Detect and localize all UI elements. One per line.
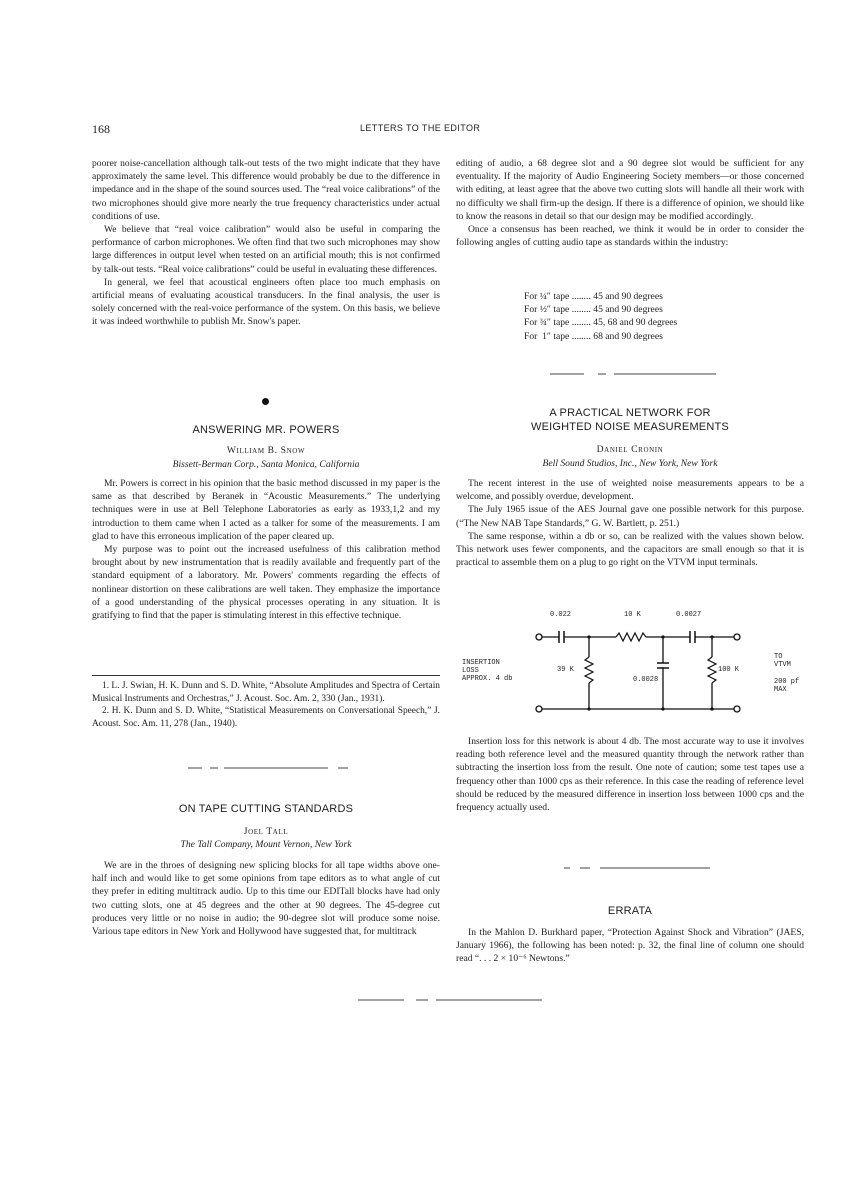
label-r-series: 10 K	[624, 611, 641, 619]
paragraph: Insertion loss for this network is about 4 db. The most accurate way to use it involves reading both reference level and the measured quantity through the network rather than subtracting the insertion loss from the result. One note of caution; some test tapes use a frequency other than 1000 cps as their reference. In this case the reading of reference level should be reduced by the measured difference in insertion loss between 1000 cps and the frequency actually used.	[456, 736, 804, 814]
article-title-network	[456, 406, 804, 434]
tape-continued	[456, 157, 804, 249]
section-separator-left	[180, 764, 352, 772]
angle-item: For ¼″ tape ........ 45 and 90 degrees	[524, 291, 663, 302]
article-title-powers: ANSWERING MR. POWERS	[192, 424, 340, 436]
affiliation-snow: Bissett-Berman Corp., Santa Monica, California	[172, 459, 360, 470]
paragraph: editing of audio, a 68 degree slot and a 90 degree slot would be sufficient for any eventuality. If the majority of Audio Engineering Society members—or those concerned with editing, at least agree that the above two cutting slots will handle all their work with no difficulty we shall firm-up the design. If there is a difference of opinion, we should like to know the reasons in detail so that our design may be modified accordingly.	[456, 158, 804, 222]
paragraph: In general, we feel that acoustical engineers often place too much emphasis on artificial means of evaluating acoustical transducers. In the final analysis, the user is solely concerned with the real-voice performance of the system. On this basis, we believe it was indeed worthwhile to publish Mr. Snow's paper.	[92, 276, 440, 328]
affiliation-tall: The Tall Company, Mount Vernon, New York	[180, 839, 352, 850]
running-head: LETTERS TO THE EDITOR	[360, 123, 481, 133]
paragraph: Once a consensus has been reached, we think it would be in order to consider the following angles of cutting audio tape as standards within the industry:	[456, 224, 804, 249]
label-insertion-loss	[462, 659, 512, 683]
label-line: 200 pf	[774, 678, 800, 686]
affiliation-cronin: Bell Sound Studios, Inc., New York, New York	[542, 458, 718, 469]
section-separator-right-2	[560, 864, 720, 872]
angle-list	[524, 290, 677, 343]
paragraph: We believe that “real voice calibration” would also be useful in comparing the performance of carbon microphones. We often find that two such microphones may show large differences in output level when tested on an artificial mouth; this is not confirmed by talk-out tests. “Real voice calibrations” could be useful in evaluating these differences.	[92, 224, 440, 275]
author-cronin: Daniel Cronin	[596, 444, 664, 455]
angle-item: For ½″ tape ........ 45 and 90 degrees	[524, 304, 663, 316]
label-to-vtvm	[774, 653, 791, 669]
errata-body	[456, 926, 804, 966]
label-line: VTVM	[774, 661, 791, 669]
network-after-body	[456, 735, 804, 814]
label-c-shunt: 0.0028	[633, 676, 659, 684]
label-line: INSERTION	[462, 659, 500, 667]
label-c2: 0.0027	[676, 611, 702, 619]
tape-body	[92, 859, 440, 938]
angle-item: For ¾″ tape ........ 45, 68 and 90 degrees	[524, 317, 678, 329]
footnote-rule	[92, 675, 440, 676]
paragraph: Mr. Powers is correct in his opinion that the basic method discussed in my paper is the same as that described by Beranek in “Acoustic Measurements.” The underlying techniques were in use at Bell Telephone Laboratories as early as 1933,1,2 and my introduction to them came when I acted as a talker for some of the measurements. I am glad to have this erroneous implication of the paper cleared up.	[92, 478, 440, 542]
section-bullet	[262, 398, 269, 405]
paragraph: The July 1965 issue of the AES Journal gave one possible network for this purpose. (“The New NAB Tape Standards,” G. W. Bartlett, p. 251.)	[456, 504, 804, 529]
page-number: 168	[92, 122, 110, 136]
label-line: TO	[774, 653, 783, 661]
reference-item: 2. H. K. Dunn and S. D. White, “Statistical Measurements on Conversational Speech,” J. Acoust. Soc. Am. 11, 278 (Jan., 1940).	[92, 706, 440, 729]
network-body	[456, 477, 804, 569]
paragraph: The recent interest in the use of weighted noise measurements appears to be a welcome, and possibly overdue, development.	[456, 478, 804, 503]
paragraph: The same response, within a db or so, can be realized with the values shown below. This network uses fewer components, and the capacitors are small enough so that it is practical to assemble them on a plug to go right on the VTVM input terminals.	[456, 530, 804, 569]
article-title-tape: ON TAPE CUTTING STANDARDS	[178, 803, 354, 815]
powers-body	[92, 477, 440, 622]
label-line: APPROX. 4 db	[462, 675, 513, 683]
title-line: WEIGHTED NOISE MEASUREMENTS	[531, 421, 729, 433]
article-title-errata: ERRATA	[607, 905, 653, 917]
paragraph: My purpose was to point out the increased usefulness of this calibration method brought about by new instrumentation that is readily available and frequently part of the standard equipment of a laboratory. Mr. Powers' comments regarding the effects of nonlinear distortion on these calibrations are well taken. They emphasize the importance of a good understanding of the physical processes operating in any situation. It is gratifying to find that the paper is stimulating interest in this effective technique.	[92, 544, 440, 622]
paragraph: poorer noise-cancellation although talk-out tests of the two might indicate that they have approximately the same level. This difference would probably be due to the difference in impedance and in the shape of the sound sources used. The “real voice calibrations” of the two microphones should give more nearly the true frequency characteristics under actual conditions of use.	[92, 158, 440, 222]
label-cap-max	[774, 678, 799, 694]
label-c1: 0.022	[550, 611, 572, 619]
paragraph: In the Mahlon D. Burkhard paper, “Protection Against Shock and Vibration” (JAES, January 1966), the following has been noted: p. 32, the final line of column one should read “. . . 2 × 10⁻⁶ Newtons.”	[456, 927, 804, 965]
author-tall: Joel Tall	[243, 826, 289, 837]
page-end-separator	[356, 996, 546, 1004]
references	[92, 680, 440, 730]
network-circuit	[456, 605, 804, 720]
section-separator-right	[548, 370, 720, 378]
reference-item: 1. L. J. Swian, H. K. Dunn and S. D. White, “Absolute Amplitudes and Spectra of Certain Musical Instruments and Orchestras,” J. Acoust. Soc. Am. 2, 330 (Jan., 1931).	[92, 681, 440, 704]
label-r-shunt1: 39 K	[557, 666, 574, 674]
label-line: MAX	[774, 686, 787, 694]
paragraph: We are in the throes of designing new splicing blocks for all tape widths above one-half inch and would like to get some opinions from tape editors as to what angle of cut they prefer in editing multitrack audio. Up to this time our EDITall blocks have had only two cutting slots, one at 45 degrees and the other at 90 degrees. The 45-degree cut produces very little or no noise in audio; the 90-degree slot will produce some noise. Various tape editors in New York and Hollywood have suggested that, for multitrack	[92, 860, 440, 938]
author-snow: William B. Snow	[226, 445, 306, 456]
label-line: LOSS	[462, 667, 479, 675]
title-line: A PRACTICAL NETWORK FOR	[549, 407, 711, 419]
angle-item: For 1″ tape ........ 68 and 90 degrees	[524, 330, 663, 342]
label-r-shunt2: 100 K	[718, 666, 740, 674]
left-intro-text	[92, 157, 440, 329]
